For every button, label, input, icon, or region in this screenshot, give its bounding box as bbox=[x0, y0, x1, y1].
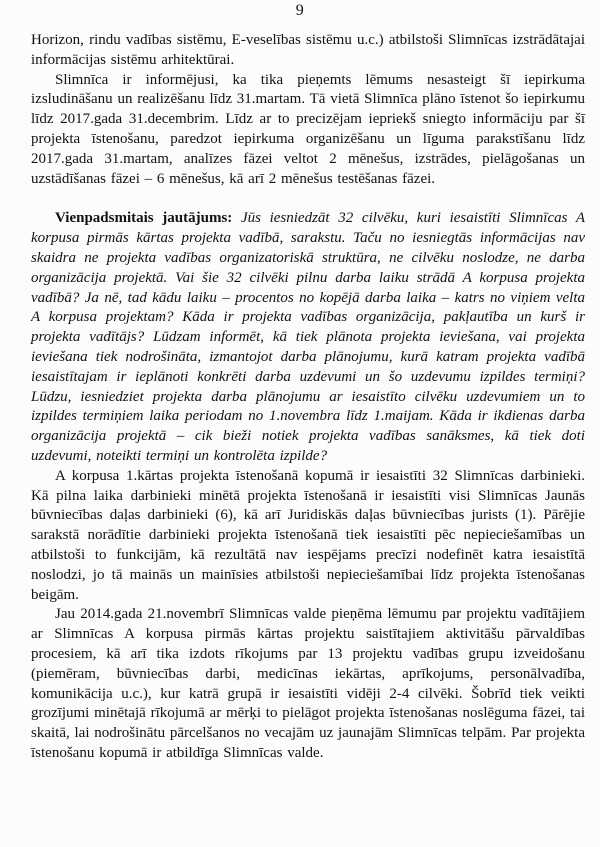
paragraph-answer-staff: A korpusa 1.kārtas projekta īstenošanā kopumā ir iesaistīti 32 Slimnīcas darbinieki. Kā pilna laika darbinieki minētā projekta īstenošanā ir iesaistīti visi Slimnīcas Jaunās būvniecības daļas darbinieki (6), kā arī Juridiskās daļas būvniecības jurists (1). Pārējie sarakstā norādītie darbinieki projekta īstenošanā tiek iesaistīti pēc nepieciešamības un atbilstoši to funkcijām, kā rezultātā nav iespējams precīzi nodefinēt katra iesaistītā noslodzi, jo tā mainās un mainīsies atbilstoši nepieciešamībai līdz projekta īstenošanas beigām. bbox=[31, 467, 585, 603]
paragraph-answer-board: Jau 2014.gada 21.novembrī Slimnīcas valde pieņēma lēmumu par projektu vadītājiem ar Slimnīcas A korpusa pirmās kārtas projektu saistītajiem aktivitāšu pārvaldības procesiem, kā arī tika izdots rīkojums par 13 projektu vadības grupu izveidošanu (piemēram, būvniecības darbi, medicīnas iekārtas, aprīkojums, personālvadība, komunikācija u.c.), kur katrā grupā ir iesaistīti vidēji 2-4 cilvēki. Šobrīd tiek veikti grozījumi minētajā rīkojumā ar mērķi to pielāgot projekta īstenošanas noslēguma fāzei, tai skaitā, lai nodrošinātu pārcelšanos no vecajām uz jaunajām Slimnīcas telpām. Par projekta īstenošanu kopumā ir atbildīga Slimnīcas valde. bbox=[31, 606, 585, 761]
question-11-separator: : bbox=[227, 210, 241, 227]
page-content bbox=[31, 31, 585, 764]
question-11-text: Jūs iesniedzāt 32 cilvēku, kuri iesaistīti Slimnīcas A korpusa pirmās kārtas projekta vadībā, sarakstu. Taču no iesniegtās informācijas nav skaidra ne projekta vadības organizatoriskā struktūra, ne cilvēku noslodze, ne darba organizācija projektā. Vai šie 32 cilvēki pilnu darba laiku strādā A korpusa projekta vadībā? Ja nē, tad kādu laiku – procentos no kopējā darba laika – katrs no viņiem velta A korpusa projektam? Kāda ir projekta vadības organizācija, pakļautība un kurš ir projekta vadītājs? Lūdzam informēt, kā tiek plānota projekta ieviešana, vai projekta ieviešana tiek nodrošināta, izmantojot darba plānojumu, kurā katram projekta vadībā iesaistītajam ir ieplānoti konkrēti darba uzdevumi un šo uzdevumu izpildes termiņi? Lūdzu, iesniedziet projekta darba plānojumu ar iesaistīto cilvēku uzdevumiem un to izpildes termiņiem laika periodam no 1.novembra līdz 1.maijam. Kāda ir ikdienas darba organizācija projektā – cik bieži notiek projekta vadības sanāksmes, kā tiek doti uzdevumi, noteikti termiņi un kontrolēta izpilde? bbox=[31, 210, 585, 464]
paragraph-question-11 bbox=[31, 209, 585, 466]
question-11-lead: Vienpadsmitais jautājums bbox=[55, 210, 228, 227]
page-number: 9 bbox=[295, 2, 305, 19]
paragraph-procurement-info: Slimnīca ir informējusi, ka tika pieņemts lēmums nesasteigt šī iepirkuma izsludināšanu un realizēšanu līdz 31.martam. Tā vietā Slimnīca plāno īstenot šo iepirkumu līdz 2017.gada 31.decembrim. Līdz ar to precizējam iepriekš sniegto informāciju par šī projekta īstenošanu, paredzot iepirkuma organizēšanu un līguma parakstīšanu līdz 2017.gada 31.martam, analīzes fāzei veltot 2 mēnešus, izstrādes, pielāgošanas un uzstādīšanas fāzei – 6 mēnešus, kā arī 2 mēnešus testēšanas fāzei. bbox=[31, 71, 585, 187]
paragraph-continuation: Horizon, rindu vadības sistēmu, E-veselības sistēmu u.c.) atbilstoši Slimnīcas izstrādātajai informācijas sistēmu arhitektūrai. bbox=[31, 32, 585, 68]
